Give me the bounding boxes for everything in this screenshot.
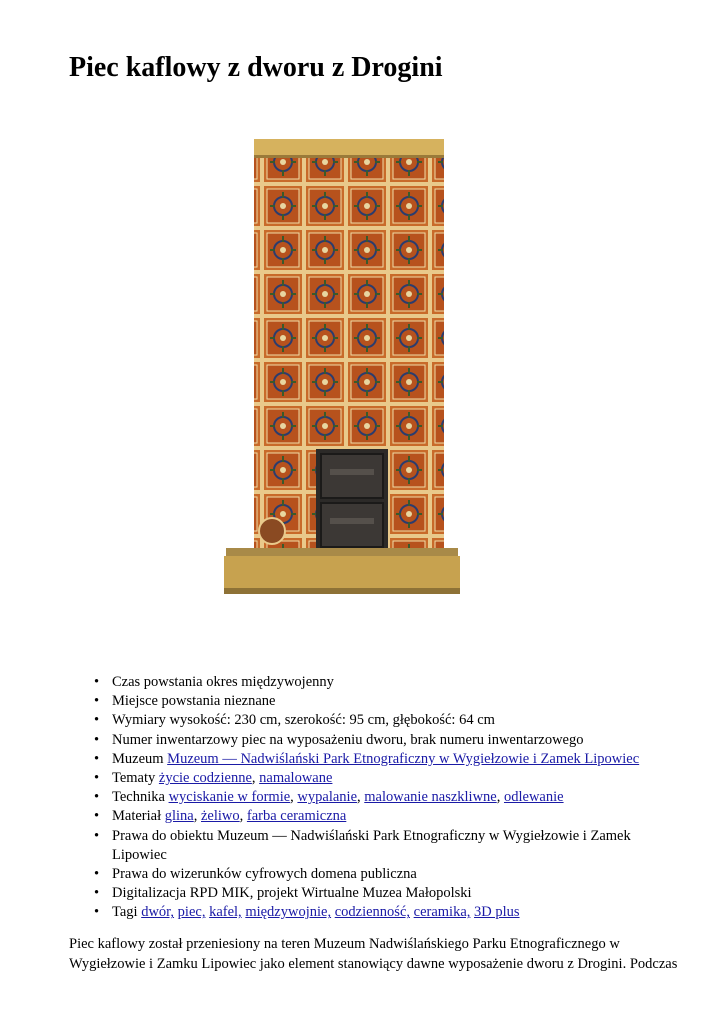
tag-link[interactable]: codzienność, <box>334 904 411 921</box>
tag-link[interactable]: ceramika, <box>413 904 471 921</box>
list-item: • Tagi dwór, piec, kafel, międzywojnie, codzienność, ceramika, 3D plus <box>94 904 520 921</box>
tag-link[interactable]: dwór, <box>141 904 175 921</box>
technique-link[interactable]: wyciskanie w formie <box>168 789 291 806</box>
list-item: • Digitalizacja RPD MIK, projekt Wirtualne Muzea Małopolski <box>94 885 472 902</box>
stove-photo <box>220 136 465 598</box>
list-item: • Technika wyciskanie w formie, wypalanie, malowanie naszkliwne, odlewanie <box>94 789 564 806</box>
metadata-list <box>69 673 669 923</box>
description-paragraph: Piec kaflowy został przeniesiony na teren Muzeum Nadwiślańskiego Parku Etnograficznego w Wygiełzowie i Zamku Lipowiec jako element stanowiący dawne wyposażenie dworu z Drogini. Podczas <box>69 936 678 972</box>
tag-link[interactable]: kafel, <box>209 904 242 921</box>
list-item: • Prawa do wizerunków cyfrowych domena publiczna <box>94 866 417 883</box>
tag-link[interactable]: międzywojnie, <box>245 904 332 921</box>
list-item: • Miejsce powstania nieznane <box>94 693 276 710</box>
page-title: Piec kaflowy z dworu z Drogini <box>69 52 443 83</box>
technique-link[interactable]: odlewanie <box>503 789 564 806</box>
list-item: • Czas powstania okres międzywojenny <box>94 674 334 690</box>
list-item: • Materiał glina, żeliwo, farba ceramiczna <box>94 808 347 825</box>
technique-link[interactable]: wypalanie <box>297 789 358 806</box>
topic-link[interactable]: namalowane <box>259 770 333 787</box>
list-item: • Prawa do obiektu Muzeum — Nadwiślański Park Etnograficzny w Wygiełzowie i Zamek Lipowiec <box>94 827 631 863</box>
list-item: • Wymiary wysokość: 230 cm, szerokość: 95 cm, głębokość: 64 cm <box>94 712 495 729</box>
list-item: • Muzeum Muzeum — Nadwiślański Park Etnograficzny w Wygiełzowie i Zamek Lipowiec <box>94 750 640 767</box>
technique-link[interactable]: malowanie naszkliwne <box>364 789 497 806</box>
material-link[interactable]: glina <box>164 808 194 825</box>
list-item: • Tematy życie codzienne, namalowane <box>94 770 333 787</box>
tag-link[interactable]: 3D plus <box>474 904 520 921</box>
topic-link[interactable]: życie codzienne <box>158 770 252 787</box>
list-item: • Numer inwentarzowy piec na wyposażeniu dworu, brak numeru inwentarzowego <box>94 731 584 748</box>
museum-link[interactable]: Muzeum — Nadwiślański Park Etnograficzny w Wygiełzowie i Zamek Lipowiec <box>167 750 640 767</box>
material-link[interactable]: farba ceramiczna <box>246 808 347 825</box>
material-link[interactable]: żeliwo <box>201 808 240 825</box>
tag-link[interactable]: piec, <box>177 904 206 921</box>
